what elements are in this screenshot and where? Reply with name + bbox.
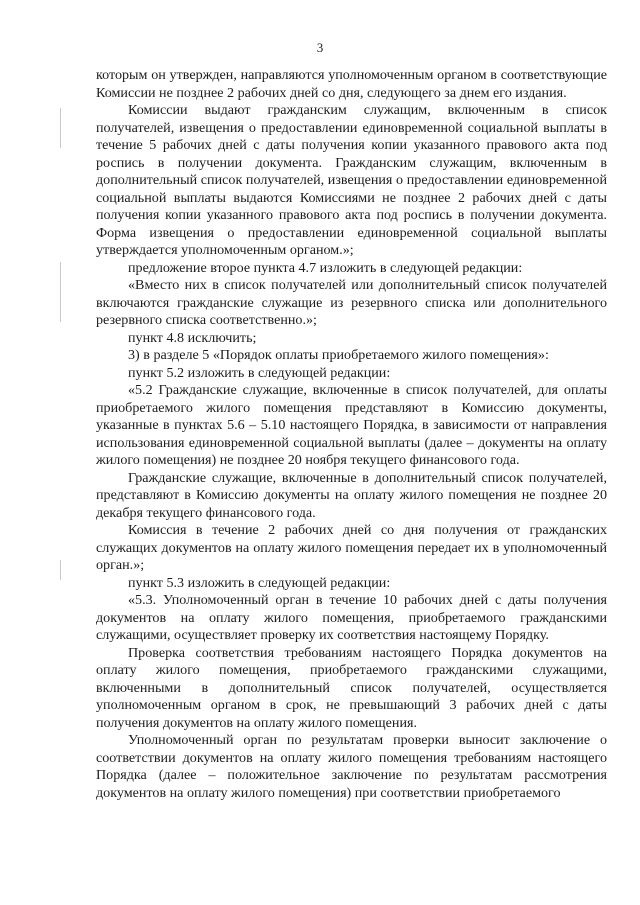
- paragraph: Комиссии выдают гражданским служащим, включенным в список получателей, извещения о предоставлении единовременной социальной выплаты в течение 5 рабочих дней с даты получения копии указанного правового акта под роспись в получении документа. Гражданским служащим, включенным в дополнительный список получателей, извещения о предоставлении единовременной социальной выплаты выдаются Комиссиями не позднее 2 рабочих дней с даты получения копии указанного правового акта под роспись в получении документа. Форма извещения о предоставлении единовременной социальной выплаты утверждается уполномоченным органом.»;: [96, 102, 607, 258]
- paragraph: «Вместо них в список получателей или дополнительный список получателей включаются гражданские служащие из резервного списка или дополнительного резервного списка соответственно.»;: [96, 277, 607, 328]
- margin-mark: [60, 262, 61, 322]
- margin-mark: [60, 108, 61, 148]
- paragraph: Комиссия в течение 2 рабочих дней со дня получения от гражданских служащих документов на оплату жилого помещения передает их в уполномоченный орган.»;: [96, 522, 607, 573]
- paragraph: «5.3. Уполномоченный орган в течение 10 рабочих дней с даты получения документов на оплату жилого помещения, приобретаемого гражданскими служащими, осуществляет проверку их соответствия настоящему Порядку.: [96, 592, 607, 643]
- paragraph: которым он утвержден, направляются уполномоченным органом в соответствующие Комиссии не позднее 2 рабочих дней со дня, следующего за днем его издания.: [96, 67, 607, 101]
- paragraph: пункт 5.3 изложить в следующей редакции:: [128, 574, 391, 591]
- page-number: 3: [316, 40, 324, 55]
- paragraph: «5.2 Гражданские служащие, включенные в список получателей, для оплаты приобретаемого жилого помещения представляют в Комиссию документы, указанные в пунктах 5.6 – 5.10 настоящего Порядка, в зависимости от направления использования единовременной социальной выплаты (далее – документы на оплату жилого помещения) не позднее 20 ноября текущего финансового года.: [96, 382, 607, 468]
- paragraph: Гражданские служащие, включенные в дополнительный список получателей, представляют в Комиссию документы на оплату жилого помещения не позднее 20 декабря текущего финансового года.: [96, 469, 607, 521]
- paragraph: Уполномоченный орган по результатам проверки выносит заключение о соответствии документов на оплату жилого помещения требованиям настоящего Порядка (далее – положительное заключение по результатам рассмотрения документов на оплату жилого помещения) при соответствии приобретаемого: [96, 732, 607, 801]
- paragraph: предложение второе пункта 4.7 изложить в следующей редакции:: [128, 259, 523, 276]
- paragraph: Проверка соответствия требованиям настоящего Порядка документов на оплату жилого помещения, приобретаемого гражданскими служащими, включенными в дополнительный список получателей, осуществляется уполномоченным органом в срок, не превышающий 3 рабочих дней с даты получения документов на оплату жилого помещения.: [96, 644, 607, 731]
- document-body: [96, 67, 607, 802]
- margin-mark: [60, 560, 61, 580]
- paragraph: 3) в разделе 5 «Порядок оплаты приобретаемого жилого помещения»:: [128, 347, 549, 363]
- paragraph: пункт 5.2 изложить в следующей редакции:: [128, 364, 391, 381]
- paragraph: пункт 4.8 исключить;: [128, 329, 257, 346]
